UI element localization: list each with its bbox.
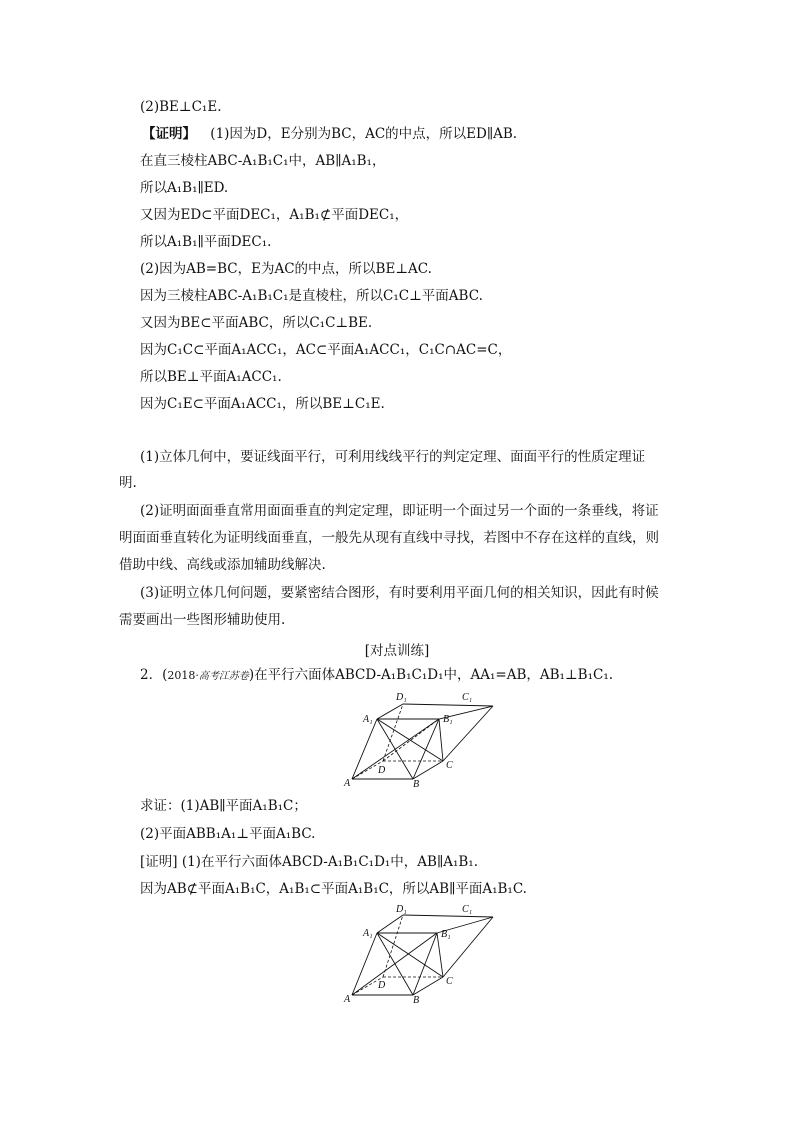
label-C1: C₁: [462, 692, 473, 703]
note-1a: (1)立体几何中，要证线面平行，可利用线线平行的判定定理、面面平行的性质定理证: [140, 449, 646, 465]
label-B-2: B: [413, 995, 420, 1006]
section-title: [对点训练]: [364, 643, 430, 659]
label-A: A: [344, 778, 351, 788]
proof-line-4: 所以A₁B₁∥ED.: [140, 180, 229, 196]
label-A1-2: A₁: [363, 928, 373, 939]
problem-source: 高考江苏卷: [198, 671, 249, 682]
label-B: B: [413, 779, 420, 788]
proof-line-2: [142, 125, 517, 143]
problem-requirement-1: 求证：(1)AB∥平面A₁B₁C；: [140, 798, 307, 814]
note-3b: 需要画出一些图形辅助使用.: [119, 612, 286, 628]
label-B1: B₁: [443, 714, 453, 725]
proof-line-12: 因为C₁E⊂平面A₁ACC₁，所以BE⊥C₁E.: [140, 396, 385, 412]
label-C1-2: C₁: [462, 904, 473, 915]
note-2a: (2)证明面面垂直常用面面垂直的判定定理，即证明一个面过另一个面的一条垂线，将证: [140, 503, 659, 519]
label-D1: D₁: [396, 692, 407, 703]
label-A-2: A: [344, 994, 351, 1005]
problem-text: )在平行六面体ABCD-A₁B₁C₁D₁中，AA₁=AB，AB₁⊥B₁C₁.: [248, 667, 614, 683]
problem-proof-1: [证明] (1)在平行六面体ABCD-A₁B₁C₁D₁中，AB∥A₁B₁.: [140, 854, 478, 870]
proof-line-6: 所以A₁B₁∥平面DEC₁.: [140, 234, 272, 250]
parallelepiped-figure-1: [343, 688, 503, 788]
label-C: C: [446, 760, 453, 771]
proof-line-1: (2)BE⊥C₁E.: [140, 99, 222, 115]
label-B1-2: B₁: [441, 929, 451, 940]
proof-line-7: (2)因为AB=BC，E为AC的中点，所以BE⊥AC.: [140, 261, 432, 277]
note-2b: 明面面垂直转化为证明线面垂直，一般先从现有直线中寻找，若图中不存在这样的直线，则: [119, 530, 659, 546]
label-A1: A₁: [363, 714, 373, 725]
parallelepiped-figure-2: [343, 901, 503, 1006]
proof-line-11: 所以BE⊥平面A₁ACC₁.: [140, 369, 282, 385]
label-C-2: C: [446, 976, 453, 987]
proof-line-3: 在直三棱柱ABC-A₁B₁C₁中，AB∥A₁B₁，: [140, 153, 386, 169]
proof-line-8: 因为三棱柱ABC-A₁B₁C₁是直棱柱，所以C₁C⊥平面ABC.: [140, 288, 483, 304]
problem-requirement-2: (2)平面ABB₁A₁⊥平面A₁BC.: [140, 826, 316, 842]
proof-label: 【证明】: [142, 126, 196, 142]
note-1b: 明.: [119, 475, 137, 491]
proof-line-9: 又因为BE⊂平面ABC，所以C₁C⊥BE.: [140, 315, 373, 331]
problem-number: 2．(: [140, 667, 168, 683]
problem-year: 2018·: [167, 669, 199, 682]
label-D1-2: D₁: [396, 904, 407, 915]
problem-statement: [140, 666, 613, 686]
proof-line-2-text: (1)因为D，E分别为BC，AC的中点，所以ED∥AB.: [210, 126, 518, 142]
label-D: D: [378, 765, 386, 776]
note-3a: (3)证明立体几何问题，要紧密结合图形，有时要利用平面几何的相关知识，因此有时候: [140, 585, 659, 601]
problem-proof-2: 因为AB⊄平面A₁B₁C，A₁B₁⊂平面A₁B₁C，所以AB∥平面A₁B₁C.: [140, 881, 527, 897]
label-D-2: D: [378, 980, 386, 991]
note-2c: 借助中线、高线或添加辅助线解决.: [119, 557, 326, 573]
proof-line-10: 因为C₁C⊂平面A₁ACC₁，AC⊂平面A₁ACC₁，C₁C∩AC=C，: [140, 342, 512, 358]
proof-line-5: 又因为ED⊂平面DEC₁，A₁B₁⊄平面DEC₁，: [140, 207, 409, 223]
